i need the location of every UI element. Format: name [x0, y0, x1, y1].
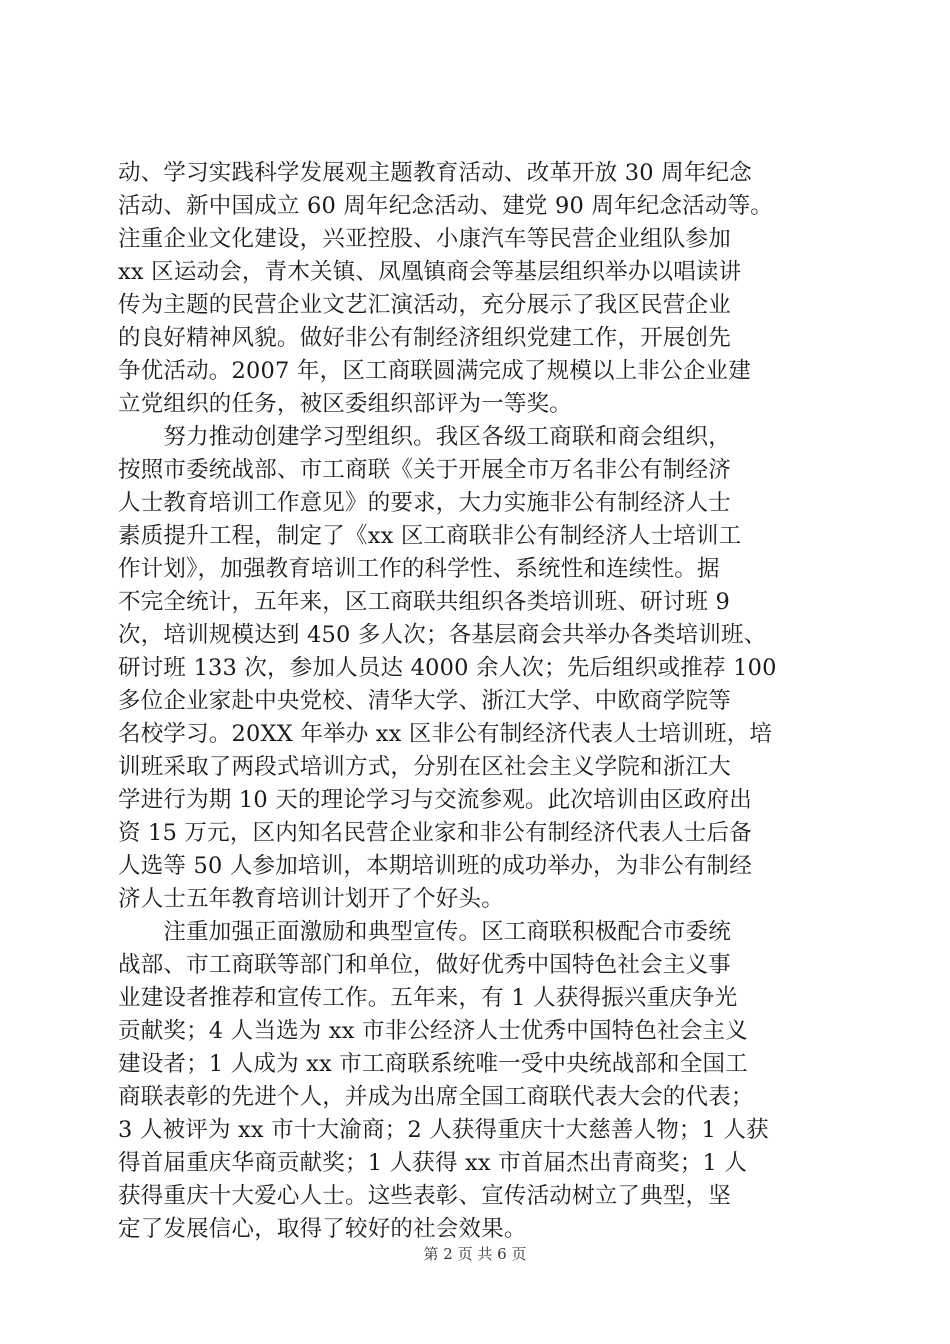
text-line: 动、学习实践科学发展观主题教育活动、改革开放 30 周年纪念	[118, 160, 752, 186]
text-line: 贡献奖；4 人当选为 xx 市非公经济人士优秀中国特色社会主义	[118, 1018, 748, 1044]
text-line: 济人士五年教育培训计划开了个好头。	[118, 886, 504, 912]
text-line: 多位企业家赴中央党校、清华大学、浙江大学、中欧商学院等	[118, 688, 731, 714]
text-line: 立党组织的任务，被区委组织部评为一等奖。	[118, 391, 573, 417]
text-line: 争优活动。2007 年，区工商联圆满完成了规模以上非公企业建	[118, 358, 751, 384]
page-number-footer: 第 2 页 共 6 页	[423, 1245, 527, 1263]
text-line: 的良好精神风貌。做好非公有制经济组织党建工作，开展创先	[118, 325, 731, 351]
text-line: 建设者；1 人成为 xx 市工商联系统唯一受中央统战部和全国工	[118, 1051, 748, 1077]
text-line: xx 区运动会，青木关镇、凤凰镇商会等基层组织举办以唱读讲	[118, 259, 742, 285]
text-line: 不完全统计，五年来，区工商联共组织各类培训班、研讨班 9	[118, 589, 731, 615]
text-line: 得首届重庆华商贡献奖；1 人获得 xx 市首届杰出青商奖；1 人	[118, 1150, 748, 1176]
text-line: 次，培训规模达到 450 多人次；各基层商会共举办各类培训班、	[118, 622, 767, 648]
text-line: 人士教育培训工作意见》的要求，大力实施非公有制经济人士	[118, 490, 731, 516]
text-line: 获得重庆十大爱心人士。这些表彰、宣传活动树立了典型，坚	[118, 1183, 731, 1209]
text-line: 按照市委统战部、市工商联《关于开展全市万名非公有制经济	[118, 457, 731, 483]
text-line: 资 15 万元，区内知名民营企业家和非公有制经济代表人士后备	[118, 820, 752, 846]
text-line: 注重加强正面激励和典型宣传。区工商联积极配合市委统	[118, 919, 731, 945]
text-line: 3 人被评为 xx 市十大渝商；2 人获得重庆十大慈善人物；1 人获	[118, 1117, 769, 1143]
text-line: 素质提升工程，制定了《xx 区工商联非公有制经济人士培训工	[118, 523, 742, 549]
text-line: 传为主题的民营企业文艺汇演活动，充分展示了我区民营企业	[118, 292, 731, 318]
document-body	[118, 157, 838, 1246]
text-line: 学进行为期 10 天的理论学习与交流参观。此次培训由区政府出	[118, 787, 752, 813]
text-line: 努力推动创建学习型组织。我区各级工商联和商会组织，	[118, 424, 731, 450]
text-line: 人选等 50 人参加培训，本期培训班的成功举办，为非公有制经	[118, 853, 752, 879]
text-line: 研讨班 133 次，参加人员达 4000 余人次；先后组织或推荐 100	[118, 655, 777, 681]
text-line: 商联表彰的先进个人，并成为出席全国工商联代表大会的代表；	[118, 1084, 754, 1110]
text-line: 训班采取了两段式培训方式，分别在区社会主义学院和浙江大	[118, 754, 731, 780]
text-line: 业建设者推荐和宣传工作。五年来，有 1 人获得振兴重庆争光	[118, 985, 738, 1011]
text-line: 作计划》，加强教育培训工作的科学性、系统性和连续性。据	[118, 556, 720, 582]
text-line: 活动、新中国成立 60 周年纪念活动、建党 90 周年纪念活动等。	[118, 193, 773, 219]
text-line: 战部、市工商联等部门和单位，做好优秀中国特色社会主义事	[118, 952, 731, 978]
text-line: 注重企业文化建设，兴亚控股、小康汽车等民营企业组队参加	[118, 226, 731, 252]
text-line: 名校学习。20XX 年举办 xx 区非公有制经济代表人士培训班，培	[118, 721, 773, 747]
text-line: 定了发展信心，取得了较好的社会效果。	[118, 1216, 527, 1242]
